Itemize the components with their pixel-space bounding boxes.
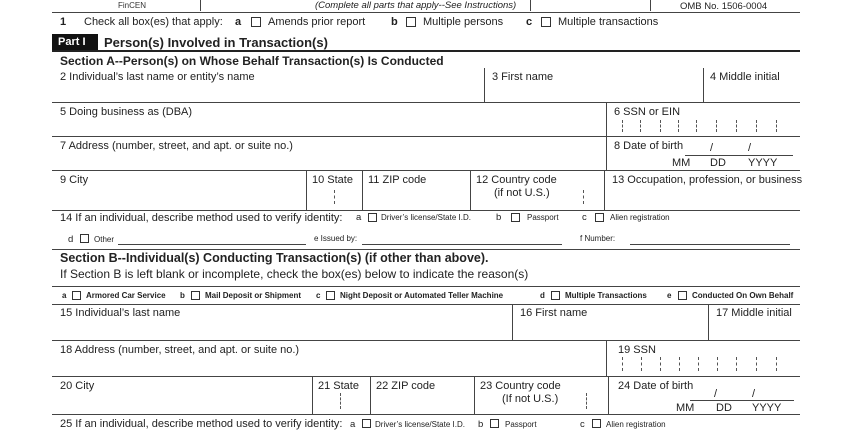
divider (470, 170, 471, 210)
item1-c-letter: c (526, 16, 533, 28)
divider (604, 170, 605, 210)
divider (362, 170, 363, 210)
passport-b-checkbox[interactable] (490, 419, 499, 428)
dob-a-mm: MM (672, 157, 691, 169)
field-9-label: 9 City (60, 174, 89, 186)
field-12-label-line2: (if not U.S.) (494, 187, 550, 199)
row-rule (52, 304, 800, 305)
field-2-label: 2 Individual’s last name or entity’s name (60, 71, 255, 83)
divider (703, 68, 704, 102)
field-22-label: 22 ZIP code (376, 380, 436, 392)
field-3-label: 3 First name (492, 71, 554, 83)
id-number-label: f Number: (580, 234, 616, 243)
dob-b-dd: DD (716, 402, 732, 414)
other-id-label: Other (94, 235, 115, 244)
header-bottom-rule (52, 12, 800, 13)
country-a-tick (583, 190, 584, 204)
field-25-label: 25 If an individual, describe method used to verify identity: (60, 418, 343, 430)
field-8-label: 8 Date of birth (614, 140, 684, 152)
row-rule (52, 286, 800, 287)
section-a-title: Section A--Person(s) on Whose Behalf Transaction(s) Is Conducted (60, 54, 444, 68)
row-rule (52, 170, 800, 171)
section-b-subtitle: If Section B is left blank or incomplete, check the box(es) below to indicate the reason(s) (60, 267, 529, 281)
item1-b-letter: b (391, 16, 398, 28)
field-18-label: 18 Address (number, street, and apt. or suite no.) (60, 344, 300, 356)
state-a-tick (334, 190, 335, 204)
verify-b-a-letter: a (350, 419, 356, 430)
row-rule (52, 102, 800, 103)
divider (474, 376, 475, 414)
row-rule (52, 376, 800, 377)
item1-a-letter: a (235, 16, 242, 28)
field-10-label: 10 State (312, 174, 353, 186)
divider (370, 376, 371, 414)
verify-d-letter: d (68, 234, 74, 245)
dob-b-sep2: / (752, 388, 756, 400)
item1-number: 1 (60, 16, 67, 28)
field-23-label-line2: (If not U.S.) (502, 393, 559, 405)
dob-a-yyyy: YYYY (748, 157, 778, 169)
field-16-label: 16 First name (520, 307, 588, 319)
row-rule (52, 249, 800, 250)
mail-deposit-label: Mail Deposit or Shipment (205, 291, 302, 300)
mail-deposit-checkbox[interactable] (191, 291, 200, 300)
omb-number: OMB No. 1506-0004 (680, 1, 768, 12)
reason-b-letter: b (180, 291, 185, 300)
issued-by-line[interactable] (362, 244, 562, 245)
reason-c-letter: c (316, 291, 321, 300)
country-b-tick (586, 393, 587, 409)
header-divider-left (200, 0, 201, 11)
dob-a-line (685, 155, 793, 156)
field-12-label-line1: 12 Country code (476, 174, 557, 186)
row-rule (52, 414, 800, 415)
verify-b-c-letter: c (580, 419, 585, 430)
header-divider-right (650, 0, 651, 11)
item1-label: Check all box(es) that apply: (84, 16, 223, 28)
alien-registration-b-checkbox[interactable] (592, 419, 601, 428)
dob-a-sep1: / (710, 142, 714, 154)
other-id-line[interactable] (118, 244, 306, 245)
amends-prior-report-label: Amends prior report (268, 16, 366, 28)
multiple-transactions-reason-checkbox[interactable] (551, 291, 560, 300)
multiple-transactions-checkbox[interactable] (541, 17, 551, 27)
row-rule (52, 340, 800, 341)
own-behalf-label: Conducted On Own Behalf (692, 291, 794, 300)
row-rule (52, 210, 800, 211)
dob-a-dd: DD (710, 157, 726, 169)
drivers-license-b-checkbox[interactable] (362, 419, 371, 428)
armored-car-label: Armored Car Service (86, 291, 166, 300)
field-23-label-line1: 23 Country code (480, 380, 561, 392)
armored-car-checkbox[interactable] (72, 291, 81, 300)
reason-d-letter: d (540, 291, 545, 300)
multiple-persons-checkbox[interactable] (406, 17, 416, 27)
passport-checkbox[interactable] (511, 213, 520, 222)
verify-a-letter: a (356, 212, 362, 223)
other-id-checkbox[interactable] (80, 234, 89, 243)
verify-b-letter: b (496, 212, 502, 223)
part-title: Person(s) Involved in Transaction(s) (104, 35, 328, 50)
field-6-label: 6 SSN or EIN (614, 106, 681, 118)
dob-b-line (690, 400, 794, 401)
dob-b-mm: MM (676, 402, 695, 414)
divider (312, 376, 313, 414)
night-deposit-checkbox[interactable] (326, 291, 335, 300)
field-7-label: 7 Address (number, street, and apt. or suite no.) (60, 140, 293, 152)
own-behalf-checkbox[interactable] (678, 291, 687, 300)
field-17-label: 17 Middle initial (716, 307, 792, 319)
field-19-label: 19 SSN (618, 344, 656, 356)
field-13-label: 13 Occupation, profession, or business (612, 174, 803, 186)
dob-b-yyyy: YYYY (752, 402, 782, 414)
alien-registration-label: Alien registration (610, 213, 670, 222)
divider (608, 376, 609, 414)
alien-registration-checkbox[interactable] (595, 213, 604, 222)
field-21-label: 21 State (318, 380, 359, 392)
field-20-label: 20 City (60, 380, 95, 392)
divider (606, 340, 607, 376)
reason-e-letter: e (667, 291, 672, 300)
field-14-label: 14 If an individual, describe method used to verify identity: (60, 212, 343, 224)
state-b-tick (340, 393, 341, 409)
drivers-license-b-label: Driver’s license/State I.D. (375, 420, 465, 429)
passport-label: Passport (527, 213, 559, 222)
field-5-label: 5 Doing business as (DBA) (60, 106, 193, 118)
reason-a-letter: a (62, 291, 67, 300)
row-rule (52, 136, 800, 137)
field-15-label: 15 Individual’s last name (60, 307, 181, 319)
passport-b-label: Passport (505, 420, 537, 429)
section-b-title: Section B--Individual(s) Conducting Transaction(s) (if other than above). (60, 251, 489, 265)
multiple-transactions-label: Multiple transactions (558, 16, 659, 28)
instructions-note: (Complete all parts that apply--See Instructions) (315, 0, 517, 11)
divider (306, 170, 307, 210)
dob-b-sep1: / (714, 388, 718, 400)
field-24-label: 24 Date of birth (618, 380, 694, 392)
verify-b-b-letter: b (478, 419, 484, 430)
id-number-line[interactable] (630, 244, 790, 245)
verify-c-letter: c (582, 212, 587, 223)
dob-a-sep2: / (748, 142, 752, 154)
multiple-persons-label: Multiple persons (423, 16, 504, 28)
issued-by-label: e Issued by: (314, 234, 358, 243)
field-4-label: 4 Middle initial (710, 71, 780, 83)
field-11-label: 11 ZIP code (368, 174, 427, 186)
drivers-license-label: Driver’s license/State I.D. (381, 213, 471, 222)
agency-label: FinCEN (118, 1, 147, 10)
multiple-transactions-reason-label: Multiple Transactions (565, 291, 647, 300)
divider (512, 304, 513, 340)
header-divider-mid (530, 0, 531, 11)
alien-registration-b-label: Alien registration (606, 420, 666, 429)
amends-prior-report-checkbox[interactable] (251, 17, 261, 27)
divider (606, 102, 607, 136)
divider (708, 304, 709, 340)
drivers-license-checkbox[interactable] (368, 213, 377, 222)
part-badge: Part I (52, 34, 98, 50)
night-deposit-label: Night Deposit or Automated Teller Machine (340, 291, 504, 300)
part-rule (52, 50, 800, 52)
divider (606, 136, 607, 170)
divider (484, 68, 485, 102)
